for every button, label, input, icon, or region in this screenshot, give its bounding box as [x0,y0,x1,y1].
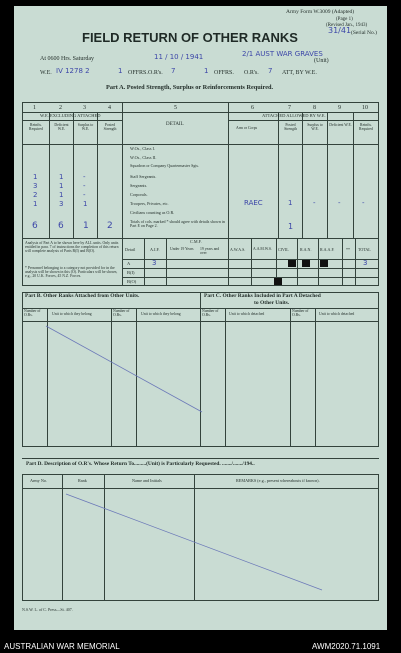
b-col-number: Number of O.Rs. [24,309,41,317]
b-col-number-2: Number of O.Rs. [113,309,130,317]
an-under19: Under 19 Years [170,247,194,251]
an-aamws: A.A.M.W.S. [253,247,272,251]
hand-posted-total: 1 [288,222,294,231]
hand-total-1: 6 [32,221,38,231]
offrs-hand: 1 [118,67,123,75]
c-col-number-2: Number of O.Rs. [292,309,309,317]
col-num-1: 1 [33,105,36,111]
offrs-label: OFFRS. [128,70,148,76]
offrs2-label: OFFRS. [214,70,234,76]
sub-deficient: Deficient W.E. [54,123,69,131]
part-d-heading: Part D. Description of O.R's. Whose Return To.........(Unit) is Particularly Requested. ......./......./194.. [26,461,255,467]
an-cmf: C.M.F. [190,239,202,244]
an-row-bi: B(I) [127,270,135,275]
hand-surplus-1: - [83,173,86,181]
part-a-heading: Part A. Posted Strength, Surplus or Reinforcements Required. [106,84,274,91]
row-cpl: Corporals. [130,192,148,197]
ors2-label: O.R's. [244,70,259,76]
hand-surplus-4: 1 [83,200,88,208]
sub-reinfts-r: Reinfts. Required [359,123,373,131]
att-allowed-header: ATTACHED ALLOWED BY W.E. [262,113,326,118]
ors2-hand: 7 [268,67,273,75]
d-col-remarks: REMARKS (e.g., present whereabouts if known). [236,478,320,483]
d-col-army-no: Army No. [30,478,47,483]
part-c-heading-1: Part C. Other Ranks Included in Part A Detached [204,293,321,299]
hand-total-col: 3 [363,259,368,267]
strike-line-d [64,492,324,592]
an-awas: A.W.A.S. [230,247,246,252]
analysis-footnote: * Personnel belonging to a category not provided for in the analysis will be shown in this (O). Particulars will be shown, e.g., 20 U.K. Forces, 45 N.Z. Forces. [25,266,118,279]
we-excl-header: W.E. EXCLUDING ATTACHED [40,113,101,118]
col-num-8: 8 [313,105,316,111]
printer-note: N.S.W. L. of C. Press—St. 407. [22,607,73,612]
hand-dash-2: - [338,199,341,207]
b-col-unit: Unit to which they belong [52,312,92,316]
att-label: ATT, BY W.E. [282,70,317,76]
row-wo1: W.Os., Class I. [130,146,155,151]
date-hand: 11 / 10 / 1941 [154,53,204,61]
serial-label: (Serial No.) [351,30,377,36]
hand-deficient-4: 3 [59,200,64,208]
col-num-6: 6 [251,105,254,111]
hand-dash-3: - [362,199,365,207]
offrs2-hand: 1 [204,67,209,75]
sub-surplus: Surplus to W.E. [77,123,94,131]
we-label: W.E. [40,70,52,76]
hand-total-2: 6 [58,221,64,231]
hand-deficient-2: 1 [59,182,64,190]
we-hand: IV 1278 2 [56,67,90,75]
revised-date: (Revised Jan., 1943) [326,23,368,28]
row-wo2: W.Os., Class II. [130,155,157,160]
sub-posted: Posted Strength [103,123,117,131]
serial-number-hand: 31/41 [328,26,352,35]
an-raaf: R.A.A.F. [320,247,335,252]
hand-dash-1: - [313,199,316,207]
hand-corps: RAEC [244,199,263,207]
row-cqms: Squadron or Company Quartermaster Sgts. [130,163,199,168]
an-detail: Detail [125,247,136,252]
row-totals: Totals of cols. marked * should agree with details shown in Part E on Page 2. [130,219,225,228]
an-ran: R.A.N. [300,247,312,252]
c-col-unit: Unit to which detached [229,312,265,316]
an-aif: A.I.F. [150,247,160,252]
blackout-2 [302,260,310,267]
form-number: Army Form W.3009 (Adapted) [286,9,355,15]
col-num-4: 4 [108,105,111,111]
form-sheet [14,6,387,630]
d-col-name: Name and Initials [132,478,162,483]
row-pte: Troopers, Privates, etc. [130,201,169,206]
blackout-4 [274,278,282,285]
c-col-number: Number of O.Rs. [202,309,219,317]
hand-reinfts-1: 1 [33,173,38,181]
hand-reinfts-4: 1 [33,200,38,208]
col-num-10: 10 [362,105,368,111]
an-row-bo: B(O) [127,279,137,284]
row-civilians: Civilians counting as O.R. [130,210,175,215]
row-sgt: Sergeants. [130,183,148,188]
part-b-heading: Part B. Other Ranks Attached from Other Units. [25,293,140,299]
hand-total-3: 1 [83,221,89,231]
an-asterisks: ** [346,247,350,252]
page-title: FIELD RETURN OF OTHER RANKS [82,30,298,45]
footer-right: AWM2020.71.1091 [312,642,381,651]
sub-corps: Arm or Corps [236,126,258,130]
hand-reinfts-2: 3 [33,182,38,190]
strike-line-b [44,324,204,414]
col-num-7: 7 [288,105,291,111]
an-row-a: A [127,261,131,266]
d-col-rank: Rank [78,478,87,483]
col-num-3: 3 [83,105,86,111]
col-num-9: 9 [338,105,341,111]
hand-total-4: 2 [107,221,113,231]
hand-deficient-1: 1 [59,173,64,181]
sub-surplus-r: Surplus to W.E. [307,123,323,131]
hand-surplus-3: - [83,191,86,199]
page-number: (Page 1) [336,17,353,22]
hand-aif: 3 [152,259,157,267]
detail-header: DETAIL [166,122,184,127]
hand-surplus-2: - [83,182,86,190]
sub-deficient-r: Deficient W.E. [329,123,352,127]
part-c-heading-2: to Other Units. [254,300,290,306]
footer-left: AUSTRALIAN WAR MEMORIAL [4,642,120,651]
an-civil: CIVIL [278,247,289,252]
blackout-1 [288,260,296,267]
hand-posted-r: 1 [288,199,293,207]
c-col-unit-2: Unit to which detached [319,312,355,316]
blackout-3 [320,260,328,267]
an-19over: 19 years and over [200,247,220,255]
hand-reinfts-3: 2 [33,191,38,199]
col-num-2: 2 [59,105,62,111]
unit-label: (Unit) [314,58,329,64]
b-col-unit-2: Unit to which they belong [141,312,181,316]
analysis-note: Analysis of Part A to be shown here by ALL units. Only units entitled in para. 7 of instructions the completion of this return will complete analysis of Parts B(I) and B(O). [25,241,119,254]
an-total: TOTAL [358,247,371,252]
time-label: At 0600 Hrs. Saturday [40,56,94,62]
row-staff-sgt: Staff Sergeants. [130,174,157,179]
col-num-5: 5 [174,105,177,111]
hand-deficient-3: 1 [59,191,64,199]
ors-label: O.R's. [148,70,163,76]
sub-posted-r: Posted Strength [284,123,297,131]
sub-reinfts: Reinfts. Required [29,123,43,131]
ors-hand: 7 [171,67,176,75]
unit-hand: 2/1 AUST WAR GRAVES [242,50,323,58]
